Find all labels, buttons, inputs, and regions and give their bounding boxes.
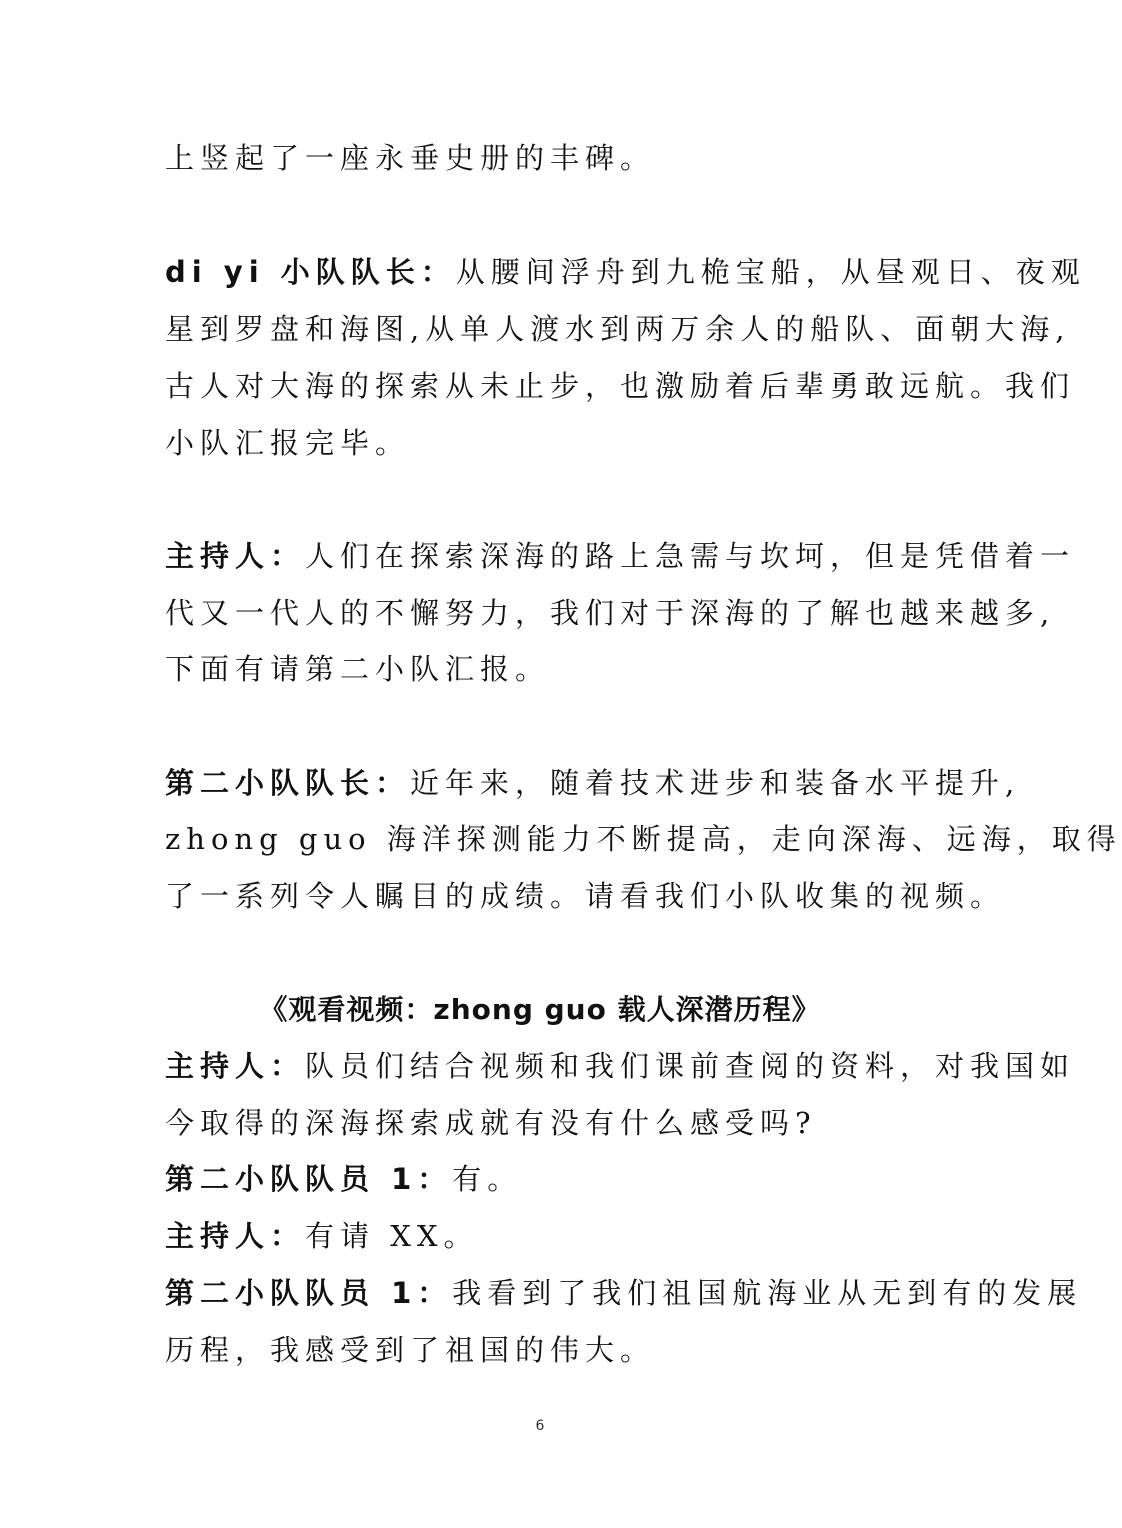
text-line: [165, 1330, 925, 1370]
text-line: [165, 876, 1006, 916]
paragraph-text: 我看到了我们祖国航海业从无到有的发展: [452, 1276, 1083, 1310]
text-line: [165, 649, 925, 689]
speaker-label: 第二小队队员 1：: [165, 1162, 453, 1196]
text-line: [165, 1273, 1083, 1313]
text-line: [165, 1103, 925, 1143]
paragraph-text: 近年来，随着技术进步和装备水平提升,: [410, 766, 1021, 800]
text-line: [165, 536, 1076, 576]
text-line: [165, 763, 1021, 803]
paragraph-text: 代又一代人的不懈努力，我们对于深海的了解也越来越多,: [165, 596, 1056, 630]
speaker-label: 第二小队队员 1：: [165, 1276, 453, 1310]
text-line: [165, 819, 1122, 859]
paragraph-text: 队员们结合视频和我们课前查阅的资料，对我国如: [305, 1049, 1076, 1083]
paragraph-text: 古人对大海的探索从未止步，也激励着后辈勇敢远航。我们: [165, 369, 1076, 403]
paragraph-text: 历程，我感受到了祖国的伟大。: [165, 1333, 656, 1367]
speaker-label: di yi 小队队长：: [165, 255, 456, 289]
text-line: [165, 252, 1086, 292]
paragraph-text: 星到罗盘和海图,从单人渡水到两万余人的船队、面朝大海,: [165, 312, 1071, 346]
speaker-label: 主持人：: [165, 1219, 306, 1253]
text-line: [165, 423, 925, 463]
speaker-label: 主持人：: [165, 539, 306, 573]
speaker-label: 第二小队队长：: [165, 766, 411, 800]
paragraph-text: 有。: [452, 1162, 523, 1196]
page-number: 6: [535, 1418, 545, 1434]
speaker-label: 主持人：: [165, 1049, 306, 1083]
paragraph-text: 下面有请第二小队汇报。: [165, 652, 551, 686]
text-line: [165, 138, 925, 178]
text-line: [165, 1159, 925, 1199]
paragraph-text: 小队汇报完毕。: [165, 426, 411, 460]
text-line: [165, 366, 1076, 406]
paragraph-text: 了一系列令人瞩目的成绩。请看我们小队收集的视频。: [165, 879, 1006, 913]
section-heading: 《观看视频：zhong guo 载人深潜历程》: [259, 993, 821, 1026]
paragraph-text: 有请 XX。: [305, 1219, 479, 1253]
paragraph-text: 从腰间浮舟到九桅宝船，从昼观日、夜观: [455, 255, 1086, 289]
text-line: [165, 1216, 925, 1256]
text-line: [165, 593, 1056, 633]
text-line: [165, 309, 1071, 349]
paragraph-text: 上竖起了一座永垂史册的丰碑。: [165, 141, 656, 175]
paragraph-text: zhong guo 海洋探测能力不断提高，走向深海、远海，取得: [165, 822, 1122, 856]
text-line: [165, 1046, 1076, 1086]
paragraph-text: 人们在探索深海的路上急需与坎坷，但是凭借着一: [305, 539, 1076, 573]
paragraph-text: 今取得的深海探索成就有没有什么感受吗?: [165, 1106, 817, 1140]
